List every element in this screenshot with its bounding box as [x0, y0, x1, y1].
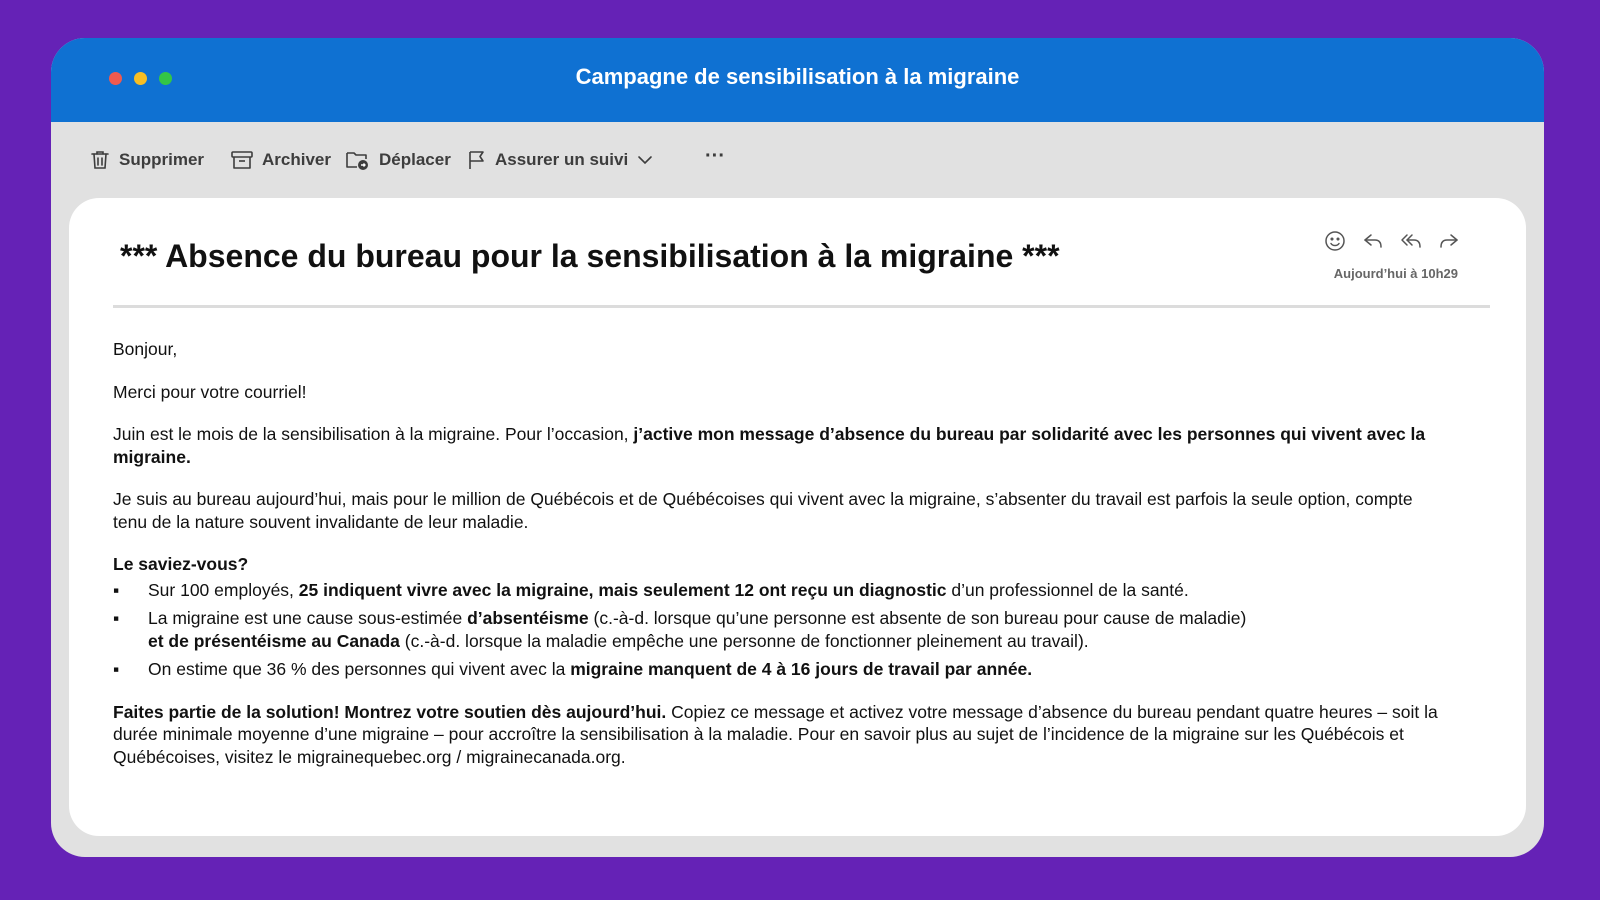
forward-icon[interactable]: [1438, 230, 1460, 252]
reply-all-icon[interactable]: [1400, 230, 1422, 252]
emoji-reaction-icon[interactable]: [1324, 230, 1346, 252]
message-timestamp: Aujourd’hui à 10h29: [1333, 266, 1458, 281]
paragraph-2: Je suis au bureau aujourd’hui, mais pour le million de Québécois et de Québécoises qui vivent avec la migraine, s’absenter du travail est parfois la seule option, compte tenu de la nature souvent invalidante de leur maladie.: [113, 489, 1413, 532]
greeting: Bonjour,: [113, 339, 178, 359]
chevron-down-icon[interactable]: [636, 153, 654, 167]
thanks-line: Merci pour votre courriel!: [113, 381, 307, 402]
bullet: ▪: [113, 579, 120, 600]
facts-heading: Le saviez-vous?: [113, 554, 249, 574]
delete-label: Supprimer: [119, 150, 205, 169]
move-button[interactable]: [345, 142, 451, 178]
move-label: Déplacer: [379, 150, 451, 169]
message-body: [113, 338, 1443, 788]
reply-icon[interactable]: [1362, 230, 1384, 252]
bullet: ▪: [113, 659, 120, 679]
header-divider: [113, 305, 1490, 308]
title-bar: [51, 38, 1544, 122]
paragraph-1: Juin est le mois de la sensibilisation à la migraine. Pour l’occasion, j’active mon message d’absence du bureau par solidarité avec les personnes qui vivent avec la migraine.: [113, 424, 1426, 467]
delete-button[interactable]: [89, 142, 204, 178]
more-options-button[interactable]: ···: [705, 144, 725, 167]
bullet: ▪: [113, 608, 120, 628]
list-item: ▪ La migraine est une cause sous-estimée d’absentéisme (c.-à-d. lorsque qu’une personne est absente de son bureau pour cause de maladie) et de présentéisme au Canada (c.-à-d. lorsque la maladie empêche une personne de fonctionner pleinement au travail).: [113, 608, 1247, 651]
message-subject: *** Absence du bureau pour la sensibilisation à la migraine ***: [120, 238, 1060, 274]
archive-button[interactable]: [230, 142, 331, 178]
followup-label: Assurer un suivi: [495, 150, 629, 169]
list-item: ▪ Sur 100 employés, 25 indiquent vivre avec la migraine, mais seulement 12 ont reçu un diagnostic d’un professionnel de la santé.: [113, 579, 1189, 600]
flag-icon: [467, 149, 487, 171]
archive-label: Archiver: [262, 150, 331, 169]
list-item: ▪ On estime que 36 % des personnes qui vivent avec la migraine manquent de 4 à 16 jours de travail par année.: [113, 659, 1033, 679]
message-pane: [69, 198, 1526, 836]
window-title: Campagne de sensibilisation à la migraine: [575, 64, 1020, 89]
closing-paragraph: Faites partie de la solution! Montrez votre soutien dès aujourd’hui. Copiez ce message et activez votre message d’absence du bureau pendant quatre heures – soit la durée minimale moyenne d’une migraine – pour accroître la sensibilisation à la maladie. Pour en savoir plus au sujet de l’incidence de la migraine sur les Québécois et Québécoises, visitez le migrainequebec.org / migrainecanada.org.: [113, 701, 1438, 767]
message-actions: [1324, 230, 1460, 252]
archive-icon: [230, 149, 254, 171]
facts-list: [113, 579, 1443, 681]
folder-move-icon: [345, 148, 371, 172]
mail-window: [51, 38, 1544, 857]
followup-button[interactable]: [467, 142, 654, 178]
trash-icon: [89, 149, 111, 171]
